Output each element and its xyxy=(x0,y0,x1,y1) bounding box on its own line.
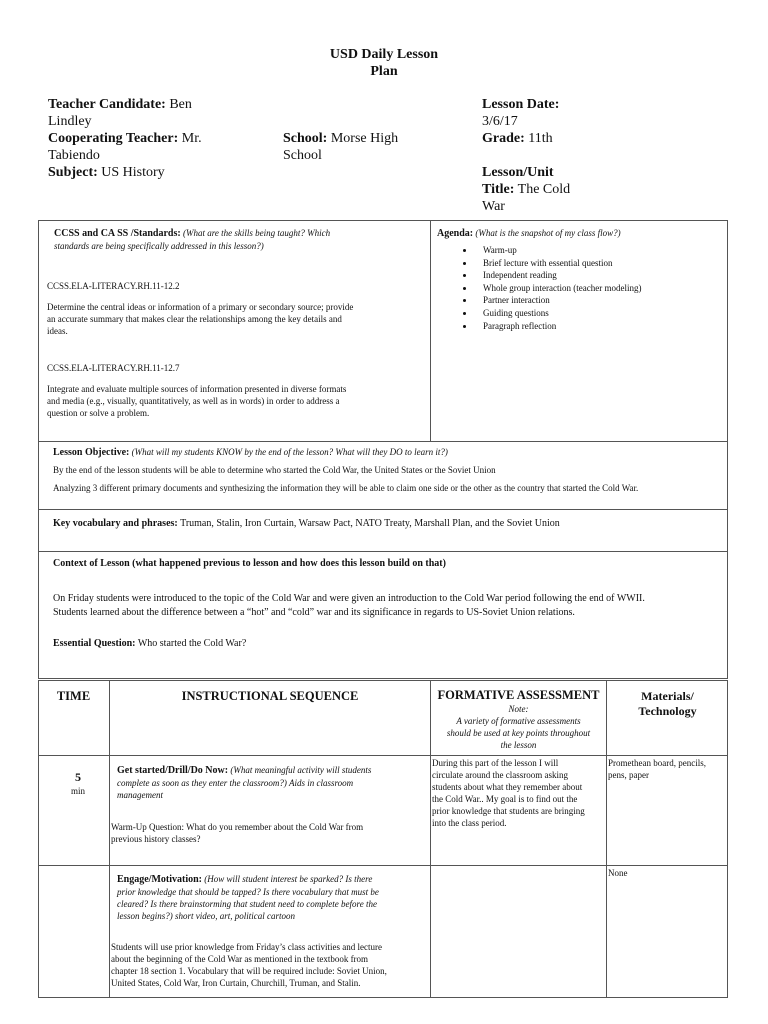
school-value-1: Morse High xyxy=(330,131,399,146)
vocabulary-label: Key vocabulary and phrases: xyxy=(53,518,178,529)
table-col-divider xyxy=(606,680,607,998)
row2-text-2: about the beginning of the Cold War as mentioned in the textbook from xyxy=(111,954,369,964)
objective xyxy=(53,446,723,494)
row2-prompt-2: prior knowledge that should be tapped? Is there vocabulary that must be xyxy=(117,887,379,897)
row2-text xyxy=(111,941,429,989)
unit-value-2: War xyxy=(482,199,505,214)
standards-heading xyxy=(54,227,424,252)
header-sequence: INSTRUCTIONAL SEQUENCE xyxy=(181,689,359,703)
row1-text-2: previous history classes? xyxy=(111,834,201,844)
row1-mat-1: Promethean board, pencils, xyxy=(608,758,706,768)
row2-sequence xyxy=(117,873,427,922)
materials-line-2: Technology xyxy=(638,704,697,718)
row2-label: Engage/Motivation: xyxy=(117,874,202,885)
cooperating-label: Cooperating Teacher: xyxy=(48,131,179,146)
row1-prompt-1: (What meaningful activity will students xyxy=(230,765,372,775)
lesson-unit-field xyxy=(482,164,682,215)
standard-2-text-c: question or solve a problem. xyxy=(47,408,150,418)
row1-fa-6: into the class period. xyxy=(432,818,507,828)
grade-label: Grade: xyxy=(482,131,525,146)
school-field xyxy=(283,130,443,164)
formative-title: FORMATIVE ASSESSMENT xyxy=(437,688,600,702)
objective-label: Lesson Objective: xyxy=(53,447,130,458)
title-line-1: USD Daily Lesson xyxy=(329,47,439,62)
row1-fa-4: the Cold War.. My goal is to find out the xyxy=(432,794,578,804)
essential-question-label: Essential Question: xyxy=(53,638,136,649)
standards-prompt-1: (What are the skills being taught? Which xyxy=(182,228,331,238)
agenda-item: • Independent reading xyxy=(475,269,725,282)
context-line-2: Students learned about the difference between a “hot” and “cold” war and its significance in regards to US-Soviet Union relations. xyxy=(53,607,575,618)
standard-1-text-a: Determine the central ideas or information of a primary or secondary source; provide xyxy=(47,302,354,312)
unit-label-2: Title: xyxy=(482,182,515,197)
standards-label: CCSS and CA SS /Standards: xyxy=(54,228,181,239)
objective-prompt: (What will my students KNOW by the end of the lesson? What will they DO to learn it?) xyxy=(131,447,448,457)
teacher-value-2: Lindley xyxy=(48,114,92,129)
agenda xyxy=(437,227,725,332)
agenda-item: • Whole group interaction (teacher modeling) xyxy=(475,282,725,295)
teacher-candidate-field xyxy=(48,96,248,130)
agenda-item: • Partner interaction xyxy=(475,294,725,307)
agenda-item: • Paragraph reflection xyxy=(475,320,725,333)
standard-2-code: CCSS.ELA-LITERACY.RH.11-12.7 xyxy=(47,363,180,373)
context xyxy=(53,558,725,651)
row2-text-1: Students will use prior knowledge from Friday’s class activities and lecture xyxy=(111,942,382,952)
header-time: TIME xyxy=(56,689,91,703)
cooperating-value-2: Tabiendo xyxy=(48,148,100,163)
formative-sub-2: should be used at key points throughout xyxy=(446,728,591,738)
date-label: Lesson Date: xyxy=(482,97,560,112)
agenda-prompt: (What is the snapshot of my class flow?) xyxy=(475,228,621,238)
row2-prompt-1: (How will student interest be sparked? Is there xyxy=(204,874,373,884)
row1-fa-1: During this part of the lesson I will xyxy=(432,758,559,768)
teacher-label: Teacher Candidate: xyxy=(48,97,166,112)
unit-label-1: Lesson/Unit xyxy=(482,165,554,180)
agenda-item: • Warm-up xyxy=(475,244,725,257)
standard-1-text-b: an accurate summary that makes clear the relationships among the key details and xyxy=(47,314,342,324)
standard-1 xyxy=(47,280,427,337)
teacher-value-1: Ben xyxy=(169,97,192,112)
row1-fa-3: students about what they remember about xyxy=(432,782,583,792)
agenda-item: • Brief lecture with essential question xyxy=(475,257,725,270)
unit-value-1: The Cold xyxy=(517,182,571,197)
row1-prompt-3: management xyxy=(117,790,163,800)
table-row-divider xyxy=(38,755,728,756)
header-formative xyxy=(431,688,606,751)
row2-prompt-4: lesson begins?) short video, art, political cartoon xyxy=(117,911,295,921)
standard-2 xyxy=(47,362,427,419)
formative-note: Note: xyxy=(508,704,529,714)
agenda-list xyxy=(451,244,725,332)
table-row-divider xyxy=(38,865,728,866)
school-value-2: School xyxy=(283,148,322,163)
row1-formative xyxy=(432,757,604,829)
row2-text-3: chapter 18 section 1. Vocabulary that will be required include: Soviet Union, xyxy=(111,966,387,976)
standard-1-code: CCSS.ELA-LITERACY.RH.11-12.2 xyxy=(47,281,180,291)
essential-question-value: Who started the Cold War? xyxy=(137,638,247,649)
row1-fa-2: circulate around the classroom asking xyxy=(432,770,568,780)
context-line-1: On Friday students were introduced to the topic of the Cold War and were given an introduction to the Cold War period following the end of WWII. xyxy=(53,593,645,604)
vocabulary-section xyxy=(38,509,728,552)
standard-2-text-a: Integrate and evaluate multiple sources of information presented in diverse formats xyxy=(47,384,347,394)
agenda-label: Agenda: xyxy=(437,228,474,239)
row1-prompt-2: complete as soon as they enter the classroom?) Aids in classroom xyxy=(117,778,354,788)
agenda-item: • Guiding questions xyxy=(475,307,725,320)
subject-value: US History xyxy=(101,165,165,180)
row2-materials: None xyxy=(608,868,628,878)
school-label: School: xyxy=(283,131,328,146)
grade-value: 11th xyxy=(528,131,553,146)
header-materials xyxy=(607,689,728,719)
objective-line-1: By the end of the lesson students will be able to determine who started the Cold War, the United States or the Soviet Union xyxy=(53,465,496,475)
row1-materials xyxy=(608,757,726,781)
standard-1-text-c: ideas. xyxy=(47,326,68,336)
standards-agenda-divider xyxy=(430,220,431,442)
materials-line-1: Materials/ xyxy=(641,689,694,703)
page-title xyxy=(0,46,768,80)
date-value: 3/6/17 xyxy=(482,114,518,129)
subject-label: Subject: xyxy=(48,165,98,180)
subject-field xyxy=(48,164,268,181)
row1-time-value: 5 xyxy=(75,770,81,784)
table-col-divider xyxy=(109,680,110,998)
row1-text-1: Warm-Up Question: What do you remember about the Cold War from xyxy=(111,822,364,832)
objective-line-2: Analyzing 3 different primary documents and synthesizing the information they will be able to claim one side or the other as the country that started the Cold War. xyxy=(53,483,639,493)
vocabulary xyxy=(53,517,723,530)
row1-time-unit: min xyxy=(70,786,85,796)
row1-time xyxy=(38,770,118,797)
row1-label: Get started/Drill/Do Now: xyxy=(117,765,229,776)
grade-field xyxy=(482,130,682,147)
row1-sequence xyxy=(117,764,427,801)
cooperating-teacher-field xyxy=(48,130,268,164)
row1-fa-5: prior knowledge that students are bringing xyxy=(432,806,585,816)
row1-mat-2: pens, paper xyxy=(608,770,649,780)
standard-2-text-b: and media (e.g., visually, quantitatively, as well as in words) in order to address a xyxy=(47,396,340,406)
standards-prompt-2: standards are being specifically addressed in this lesson?) xyxy=(54,241,264,251)
context-label: Context of Lesson (what happened previous to lesson and how does this lesson build on that) xyxy=(53,558,446,569)
row1-text xyxy=(111,821,427,845)
lesson-date-field xyxy=(482,96,682,130)
cooperating-value-1: Mr. xyxy=(181,131,202,146)
title-line-2: Plan xyxy=(370,64,398,79)
formative-sub-1: A variety of formative assessments xyxy=(456,716,581,726)
vocabulary-value: Truman, Stalin, Iron Curtain, Warsaw Pact, NATO Treaty, Marshall Plan, and the Soviet Union xyxy=(180,518,560,529)
row2-prompt-3: cleared? Is there brainstorming that student need to complete before the xyxy=(117,899,377,909)
row2-text-4: United States, Cold War, Iron Curtain, Churchill, Truman, and Stalin. xyxy=(111,978,361,988)
formative-sub-3: the lesson xyxy=(500,740,537,750)
